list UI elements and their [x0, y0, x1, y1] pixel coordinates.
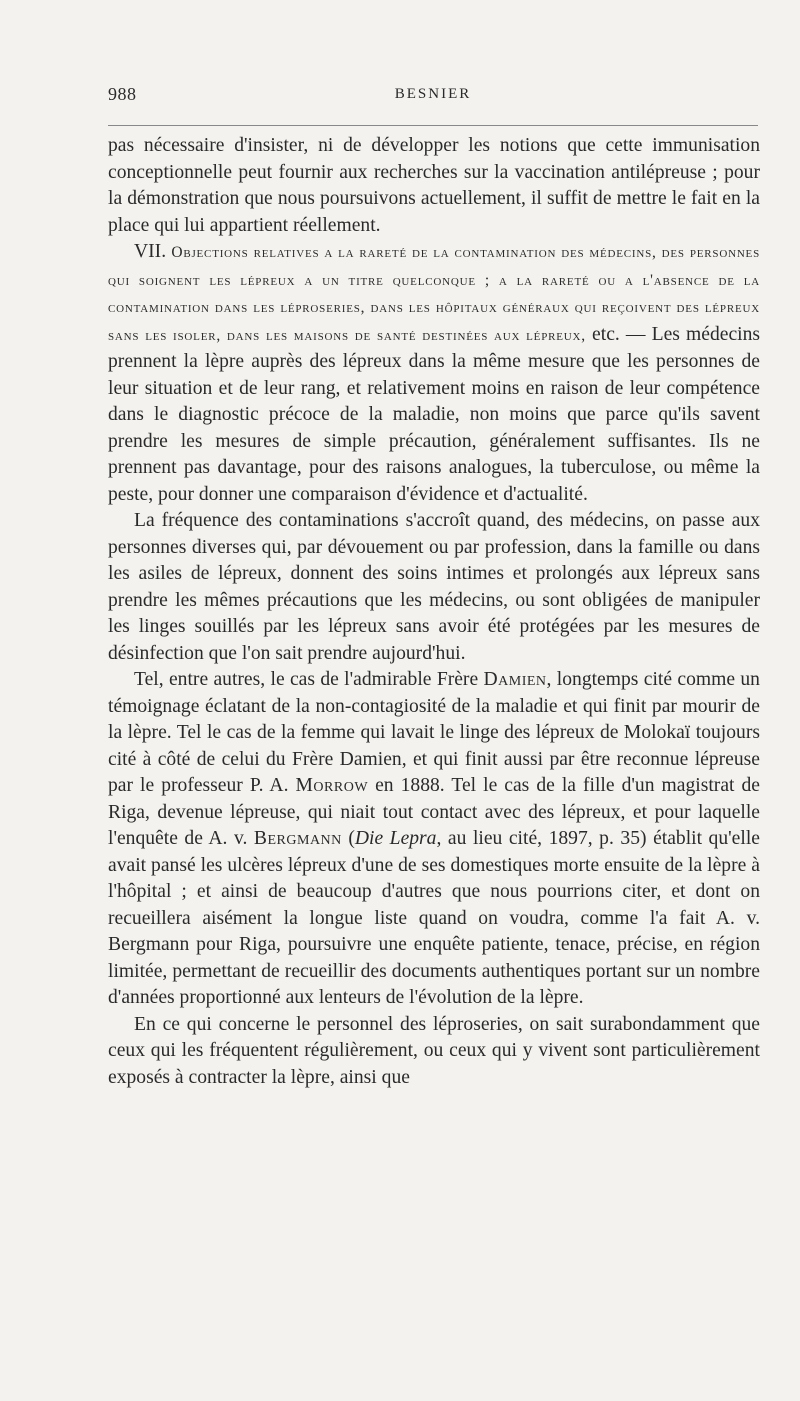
section-heading: Objections relatives a la rareté de la contamination des médecins, des personnes qui soignent les lépreux a un titre quelconque ; a la rareté ou a l'absence de la contamination dans les léproseries, dans les hôpitaux généraux qui reçoivent des lépreux sans les isoler, dans les maisons de santé destinées aux lépreux, [108, 244, 760, 344]
paragraph-4 [108, 667, 760, 1012]
section-number: VII. [134, 241, 167, 262]
paragraph-4-part-b: , longtemps cité comme un témoignage éclatant de la non-contagiosité de la maladie et qui finit par mourir de la lèpre. Tel le cas de la femme qui lavait le linge des lépreux de Molokaï toujours cité à côté de celui du Frère Damien, et qui finit aussi par être reconnue lépreuse par le professeur P. A. [108, 669, 760, 796]
header-rule [108, 125, 758, 126]
paragraph-3: La fréquence des contaminations s'accroît quand, des médecins, on passe aux personnes diverses qui, par dévouement ou par profession, dans la famille ou dans les asiles de lépreux, donnent des soins intimes et prolongés aux lépreux sans prendre les mêmes précautions que les médecins, ou sont obligées de manipuler les linges souillés par les lépreux sans avoir été protégées par les mesures de désinfection que l'on sait prendre aujourd'hui. [108, 510, 760, 664]
name-bergmann: Bergmann [253, 828, 342, 849]
section-etc: etc. — [585, 323, 652, 345]
book-title: Die Lepra [354, 828, 437, 849]
page-header [108, 84, 758, 114]
paragraph-4-part-a: Tel, entre autres, le cas de l'admirable Frère [134, 669, 484, 690]
body-text [108, 133, 760, 1091]
name-damien: Damien [483, 669, 547, 690]
page-number: 988 [108, 84, 137, 104]
paragraph-4-part-d: ( [341, 828, 355, 849]
paragraph-2-text: Les médecins prennent la lèpre auprès des lépreux dans la même mesure que les personnes de leur situation et de leur rang, et relativement moins en raison de leur compétence dans le diagnostic précoce de la maladie, non moins que parce qu'ils savent prendre les mesures de simple précaution, généralement suffisantes. Ils ne prennent pas davantage, pour des raisons analogues, la tuberculose, ou même la peste, pour donner une comparaison d'évidence et d'actualité. [108, 323, 761, 505]
running-title: BESNIER [394, 86, 472, 102]
paragraph-4-part-c: en 1888. Tel le cas de la fille d'un magistrat de Riga, devenue lépreuse, qui niait tout contact avec des lépreux, et pour laquelle l'enquête de A. v. [108, 775, 760, 849]
name-morrow: Morrow [295, 775, 369, 796]
paragraph-2 [108, 239, 760, 508]
paragraph-5: En ce qui concerne le personnel des léproseries, on sait surabondamment que ceux qui les fréquentent régulièrement, ou ceux qui y vivent sont particulièrement exposés à contracter la lèpre, ainsi que [108, 1013, 760, 1088]
paragraph-1: pas nécessaire d'insister, ni de développer les notions que cette immunisation conceptionnelle peut fournir aux recherches sur la vaccination antilépreuse ; pour la démonstration que nous poursuivons actuellement, il suffit de mettre le fait en la place qui lui appartient réellement. [108, 135, 760, 236]
paragraph-4-part-e: , au lieu cité, 1897, p. 35) établit qu'elle avait pansé les ulcères lépreux d'une de ses domestiques morte ensuite de la lèpre à l'hôpital ; et ainsi de beaucoup d'autres que nous pourrions citer, et dont on recueillera aisément la longue liste quand on voudra, comme l'a fait A. v. Bergmann pour Riga, poursuivre une enquête patiente, tenace, précise, en région limitée, permettant de recueillir des documents authentiques portant sur un nombre d'années proportionné aux lenteurs de l'évolution de la lèpre. [108, 828, 760, 1008]
